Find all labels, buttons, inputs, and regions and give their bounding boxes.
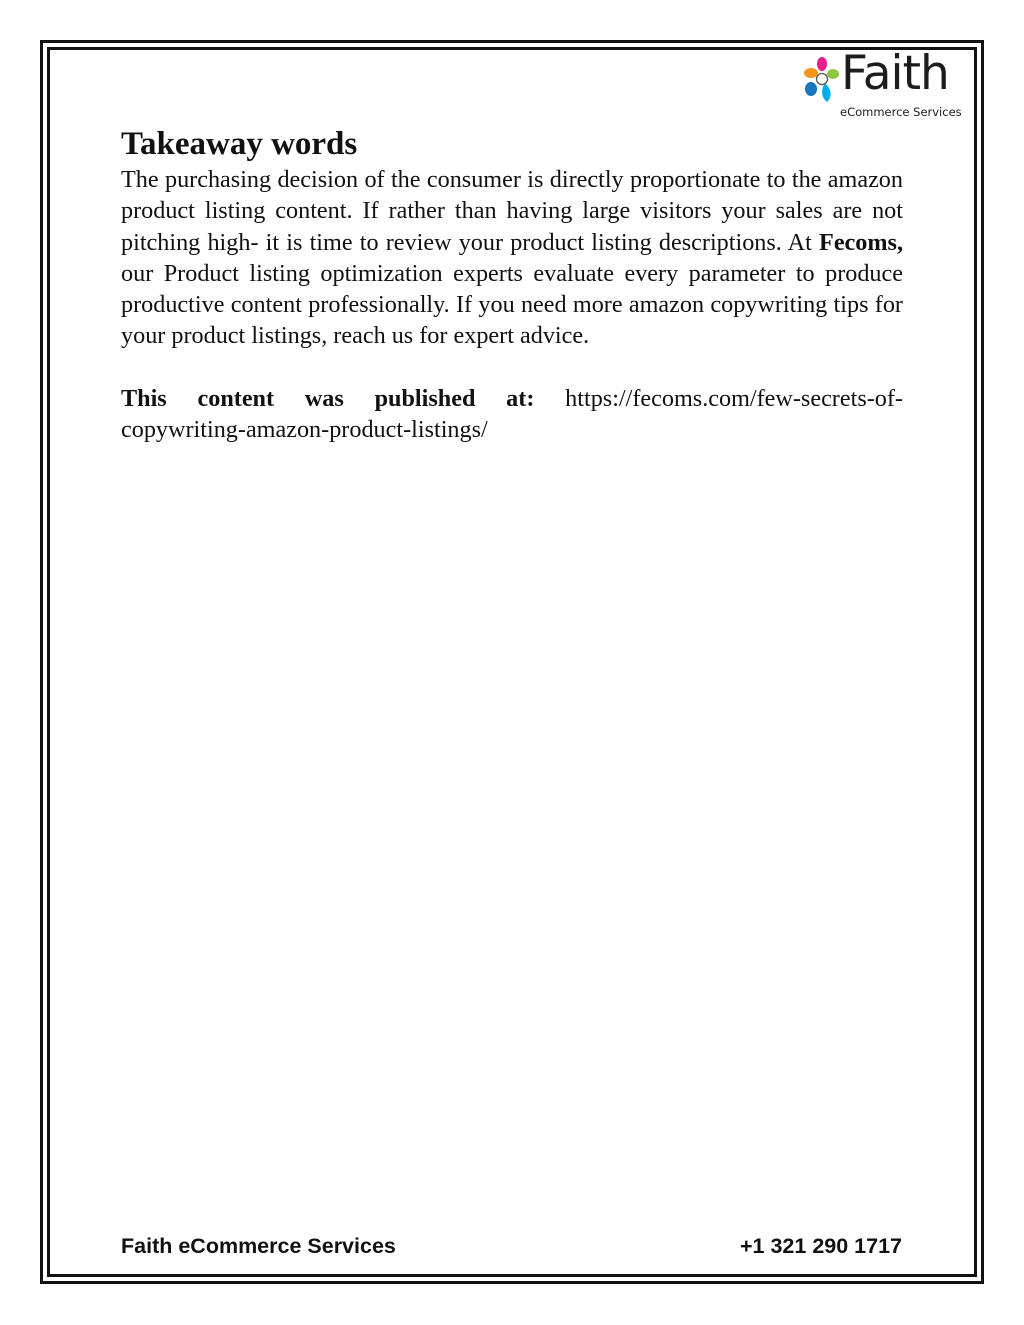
footer-phone: +1 321 290 1717 (739, 1234, 902, 1258)
logo-tagline: eCommerce Services (840, 105, 962, 119)
footer-company: Faith eCommerce Services (121, 1234, 396, 1258)
faith-logo (803, 46, 973, 122)
published-line (121, 383, 903, 446)
published-url[interactable]: https://fecoms.com/few-secrets-of-copywriting-amazon-product-listings/ (121, 384, 903, 444)
logo-brand-text: Faith (841, 46, 949, 101)
flower-logo-icon (803, 56, 839, 108)
paragraph-text-1: The purchasing decision of the consumer is directly proportionate to the amazon product listing content. If rather than having large visitors your sales are not pitching high- it is time to review your product listing descriptions. At (121, 166, 903, 256)
article-paragraph (121, 164, 903, 352)
logo-petal-green (827, 69, 839, 79)
logo-center (817, 74, 828, 85)
article-heading: Takeaway words (121, 126, 358, 162)
published-label: This content was published at: (121, 384, 535, 412)
logo-petal-orange (804, 68, 818, 78)
logo-petal-blue (805, 82, 817, 96)
article-content (121, 124, 903, 445)
paragraph-text-2: our Product listing optimization experts evaluate every parameter to produce productive content professionally. If you need more amazon copywriting tips for your product listings, reach us for expert advice. (121, 259, 903, 350)
paragraph-bold-company: Fecoms, (819, 228, 903, 256)
logo-petal-cyan (822, 83, 831, 102)
logo-petal-pink (817, 57, 827, 71)
